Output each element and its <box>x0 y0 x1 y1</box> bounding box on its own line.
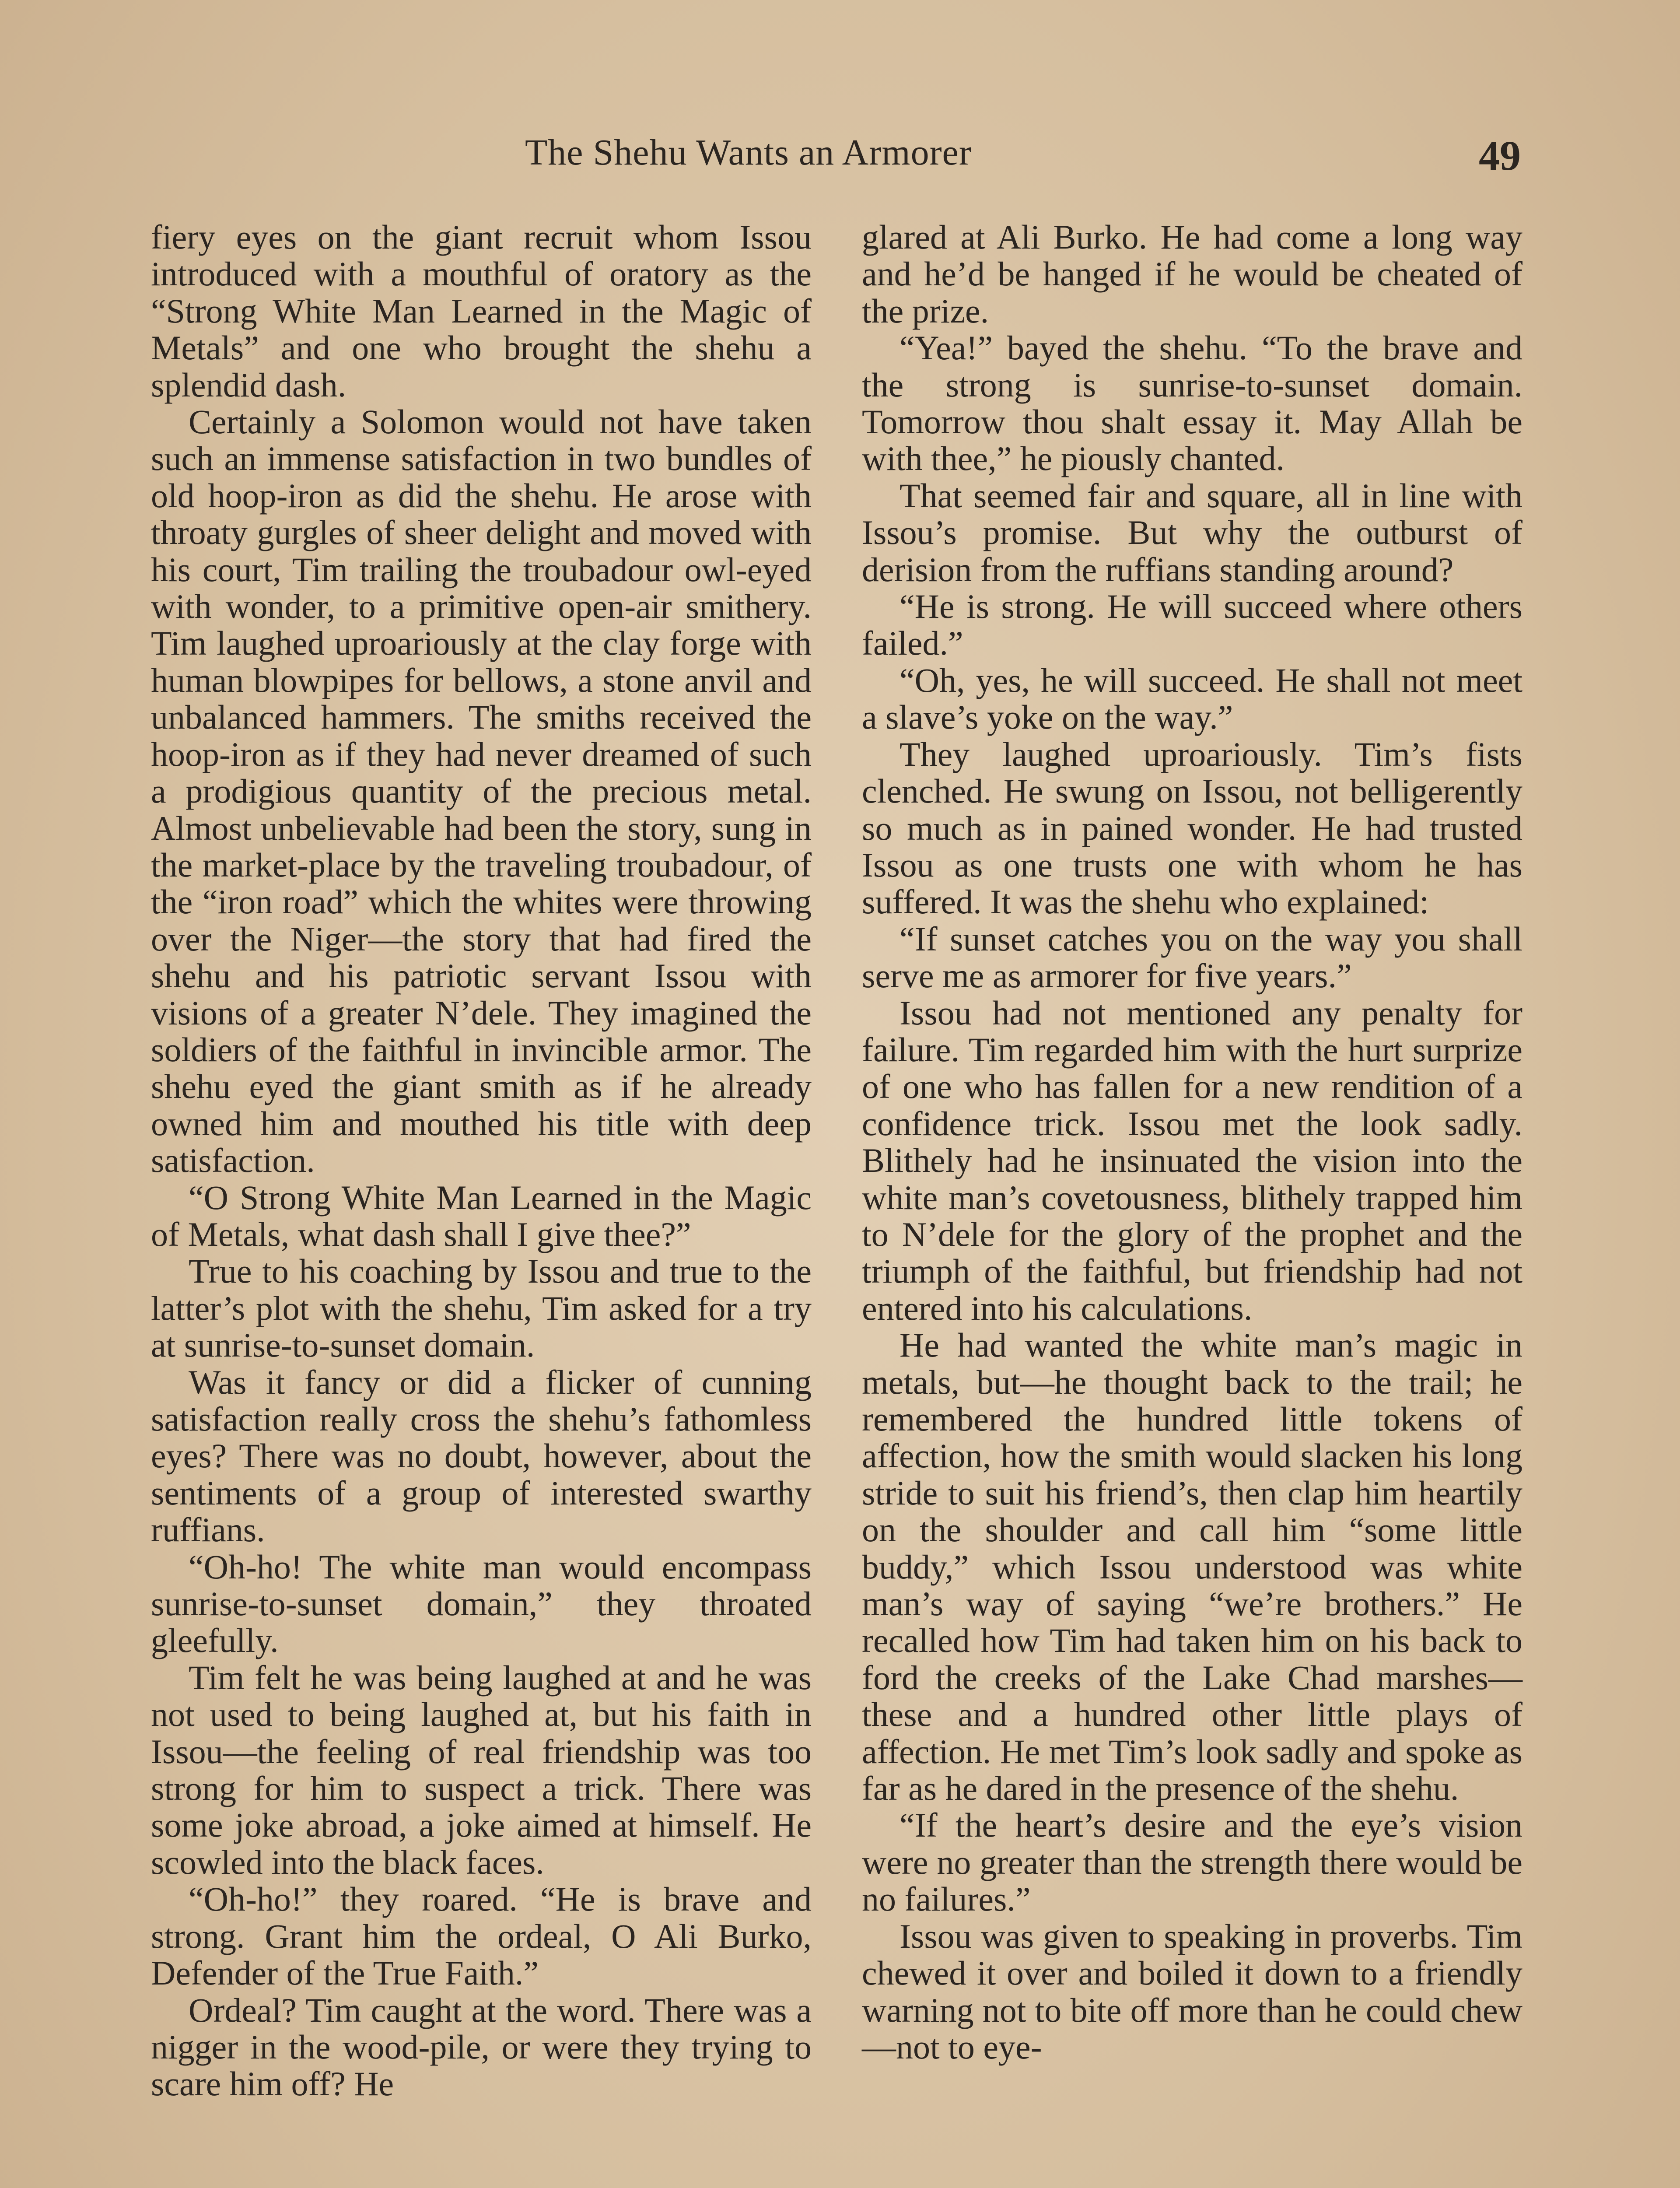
paragraph: They laughed uproariously. Tim’s fists clenched. He swung on Issou, not belligerently so much as in pained wonder. He had trusted Issou as one trusts one with whom he has suffered. It was the shehu who explained: <box>862 735 1522 921</box>
paragraph: That seemed fair and square, all in line with Issou’s promise. But why the outburst of derision from the ruffians standing around? <box>862 476 1522 589</box>
paragraph: Was it fancy or did a flicker of cunning satisfaction really cross the shehu’s fathomless eyes? There was no doubt, however, about the sentiments of a group of interested swarthy ruffians. <box>151 1363 812 1549</box>
paragraph: Issou had not mentioned any penalty for failure. Tim regarded him with the hurt surprize of one who has fallen for a new rendition of a confidence trick. Issou met the look sadly. Blithely had he insinuated the vision into the white man’s covetousness, blithely trapped him to N’dele for the glory of the prophet and the triumph of the faithful, but friendship had not entered into his calculations. <box>862 993 1522 1327</box>
paragraph: True to his coaching by Issou and true to the latter’s plot with the shehu, Tim asked for a try at sunrise-to-sunset domain. <box>151 1252 812 1364</box>
paragraph: “Oh-ho! The white man would encompass sunrise-to-sunset domain,” they throated gleefully. <box>151 1547 812 1660</box>
paragraph: fiery eyes on the giant recruit whom Issou introduced with a mouthful of oratory as the “Strong White Man Learned in the Magic of Metals” and one who brought the shehu a splendid dash. <box>151 218 812 404</box>
paragraph: “O Strong White Man Learned in the Magic of Metals, what dash shall I give thee?” <box>151 1178 812 1253</box>
right-column <box>862 219 1522 2065</box>
page-number: 49 <box>1479 132 1521 179</box>
paragraph: “If the heart’s desire and the eye’s vision were no greater than the strength there would be no failures.” <box>862 1806 1522 1918</box>
paragraph: Issou was given to speaking in proverbs. Tim chewed it over and boiled it down to a friendly warning not to bite off more than he could chew—not to eye- <box>862 1917 1522 2066</box>
paragraph: “If sunset catches you on the way you shall serve me as armorer for five years.” <box>862 919 1522 995</box>
page-header <box>0 131 1680 184</box>
paragraph: He had wanted the white man’s magic in metals, but—he thought back to the trail; he remembered the hundred little tokens of affection, how the smith would slacken his long stride to suit his friend’s, then clap him heartily on the shoulder and call him “some little buddy,” which Issou understood was white man’s way of saying “we’re brothers.” He recalled how Tim had taken him on his back to ford the creeks of the Lake Chad marshes—these and a hundred other little plays of affection. He met Tim’s look sadly and spoke as far as he dared in the presence of the shehu. <box>862 1326 1522 1808</box>
running-title: The Shehu Wants an Armorer <box>525 132 972 173</box>
paragraph: “Oh, yes, he will succeed. He shall not meet a slave’s yoke on the way.” <box>862 661 1522 736</box>
left-column <box>151 219 812 2103</box>
paragraph: Tim felt he was being laughed at and he was not used to being laughed at, but his faith in Issou—the feeling of real friendship was too strong for him to suspect a trick. There was some joke abroad, a joke aimed at himself. He scowled into the black faces. <box>151 1658 812 1881</box>
paragraph: “Yea!” bayed the shehu. “To the brave and the strong is sunrise-to-sunset domain. Tomorrow thou shalt essay it. May Allah be with thee,” he piously chanted. <box>862 329 1522 478</box>
paragraph: Certainly a Solomon would not have taken such an immense satisfaction in two bundles of old hoop-iron as did the shehu. He arose with throaty gurgles of sheer delight and moved with his court, Tim trailing the troubadour owl-eyed with wonder, to a primitive open-air smithery. Tim laughed uproariously at the clay forge with human blowpipes for bellows, a stone anvil and unbalanced hammers. The smiths received the hoop-iron as if they had never dreamed of such a prodigious quantity of the precious metal. Almost unbelievable had been the story, sung in the market-place by the traveling troubadour, of the “iron road” which the whites were throwing over the Niger—the story that had fired the shehu and his patriotic servant Issou with visions of a greater N’dele. They imagined the soldiers of the faithful in invincible armor. The shehu eyed the giant smith as if he already owned him and mouthed his title with deep satisfaction. <box>151 403 812 1180</box>
paragraph: “Oh-ho!” they roared. “He is brave and strong. Grant him the ordeal, O Ali Burko, Defender of the True Faith.” <box>151 1880 812 1992</box>
paragraph: glared at Ali Burko. He had come a long way and he’d be hanged if he would be cheated of the prize. <box>862 218 1522 330</box>
paragraph: “He is strong. He will succeed where others failed.” <box>862 587 1522 663</box>
paragraph: Ordeal? Tim caught at the word. There was a nigger in the wood-pile, or were they trying to scare him off? He <box>151 1991 812 2103</box>
